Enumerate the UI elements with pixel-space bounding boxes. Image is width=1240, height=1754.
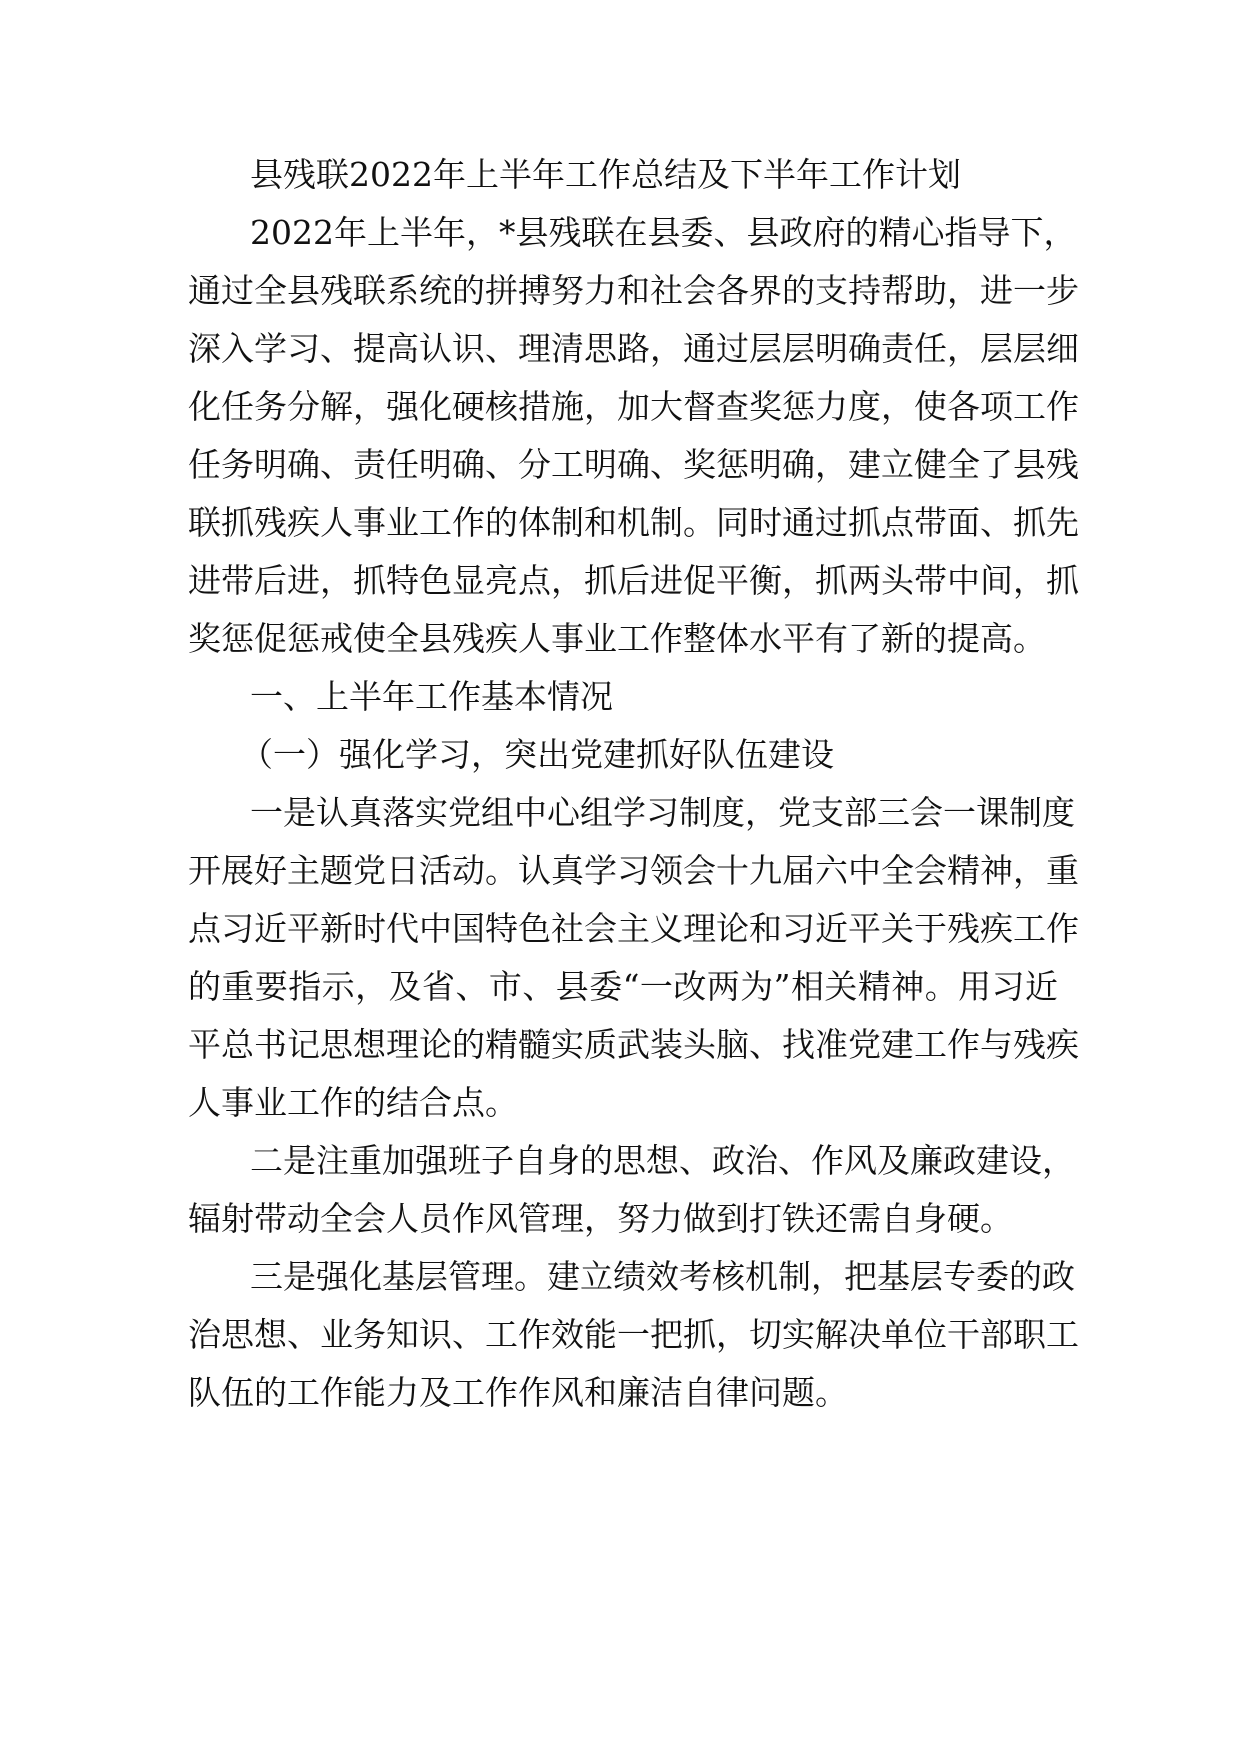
- paragraph-line: 深入学习、提高认识、理清思路，通过层层明确责任，层层细: [188, 329, 1079, 368]
- paragraph-line: 任务明确、责任明确、分工明确、奖惩明确，建立健全了县残: [188, 445, 1079, 484]
- paragraph-line: 一是认真落实党组中心组学习制度，党支部三会一课制度: [250, 793, 1075, 832]
- section-heading: 一、上半年工作基本情况: [250, 677, 613, 716]
- paragraph-line: 联抓残疾人事业工作的体制和机制。同时通过抓点带面、抓先: [188, 503, 1079, 542]
- paragraph-line: 平总书记思想理论的精髓实质武装头脑、找准党建工作与残疾: [188, 1025, 1079, 1064]
- paragraph-line: 人事业工作的结合点。: [188, 1083, 518, 1122]
- paragraph-line: 化任务分解，强化硬核措施，加大督查奖惩力度，使各项工作: [188, 387, 1079, 426]
- paragraph-line: 进带后进，抓特色显亮点，抓后进促平衡，抓两头带中间，抓: [188, 561, 1079, 600]
- paragraph-line: 的重要指示，及省、市、县委“一改两为”相关精神。用习近: [188, 967, 1058, 1006]
- subsection-heading: （一）强化学习，突出党建抓好队伍建设: [240, 735, 834, 774]
- paragraph-line: 辐射带动全会人员作风管理，努力做到打铁还需自身硬。: [188, 1199, 1013, 1238]
- paragraph-line: 二是注重加强班子自身的思想、政治、作风及廉政建设，: [250, 1141, 1075, 1180]
- paragraph-line: 2022年上半年，*县残联在县委、县政府的精心指导下，: [250, 213, 1077, 252]
- paragraph-line: 开展好主题党日活动。认真学习领会十九届六中全会精神，重: [188, 851, 1079, 890]
- paragraph-line: 三是强化基层管理。建立绩效考核机制，把基层专委的政: [250, 1257, 1075, 1296]
- paragraph-line: 奖惩促惩戒使全县残疾人事业工作整体水平有了新的提高。: [188, 619, 1046, 658]
- document-title: 县残联2022年上半年工作总结及下半年工作计划: [250, 155, 961, 194]
- paragraph-line: 治思想、业务知识、工作效能一把抓，切实解决单位干部职工: [188, 1315, 1079, 1354]
- paragraph-line: 队伍的工作能力及工作作风和廉洁自律问题。: [188, 1373, 848, 1412]
- paragraph-line: 点习近平新时代中国特色社会主义理论和习近平关于残疾工作: [188, 909, 1079, 948]
- paragraph-line: 通过全县残联系统的拼搏努力和社会各界的支持帮助，进一步: [188, 271, 1079, 310]
